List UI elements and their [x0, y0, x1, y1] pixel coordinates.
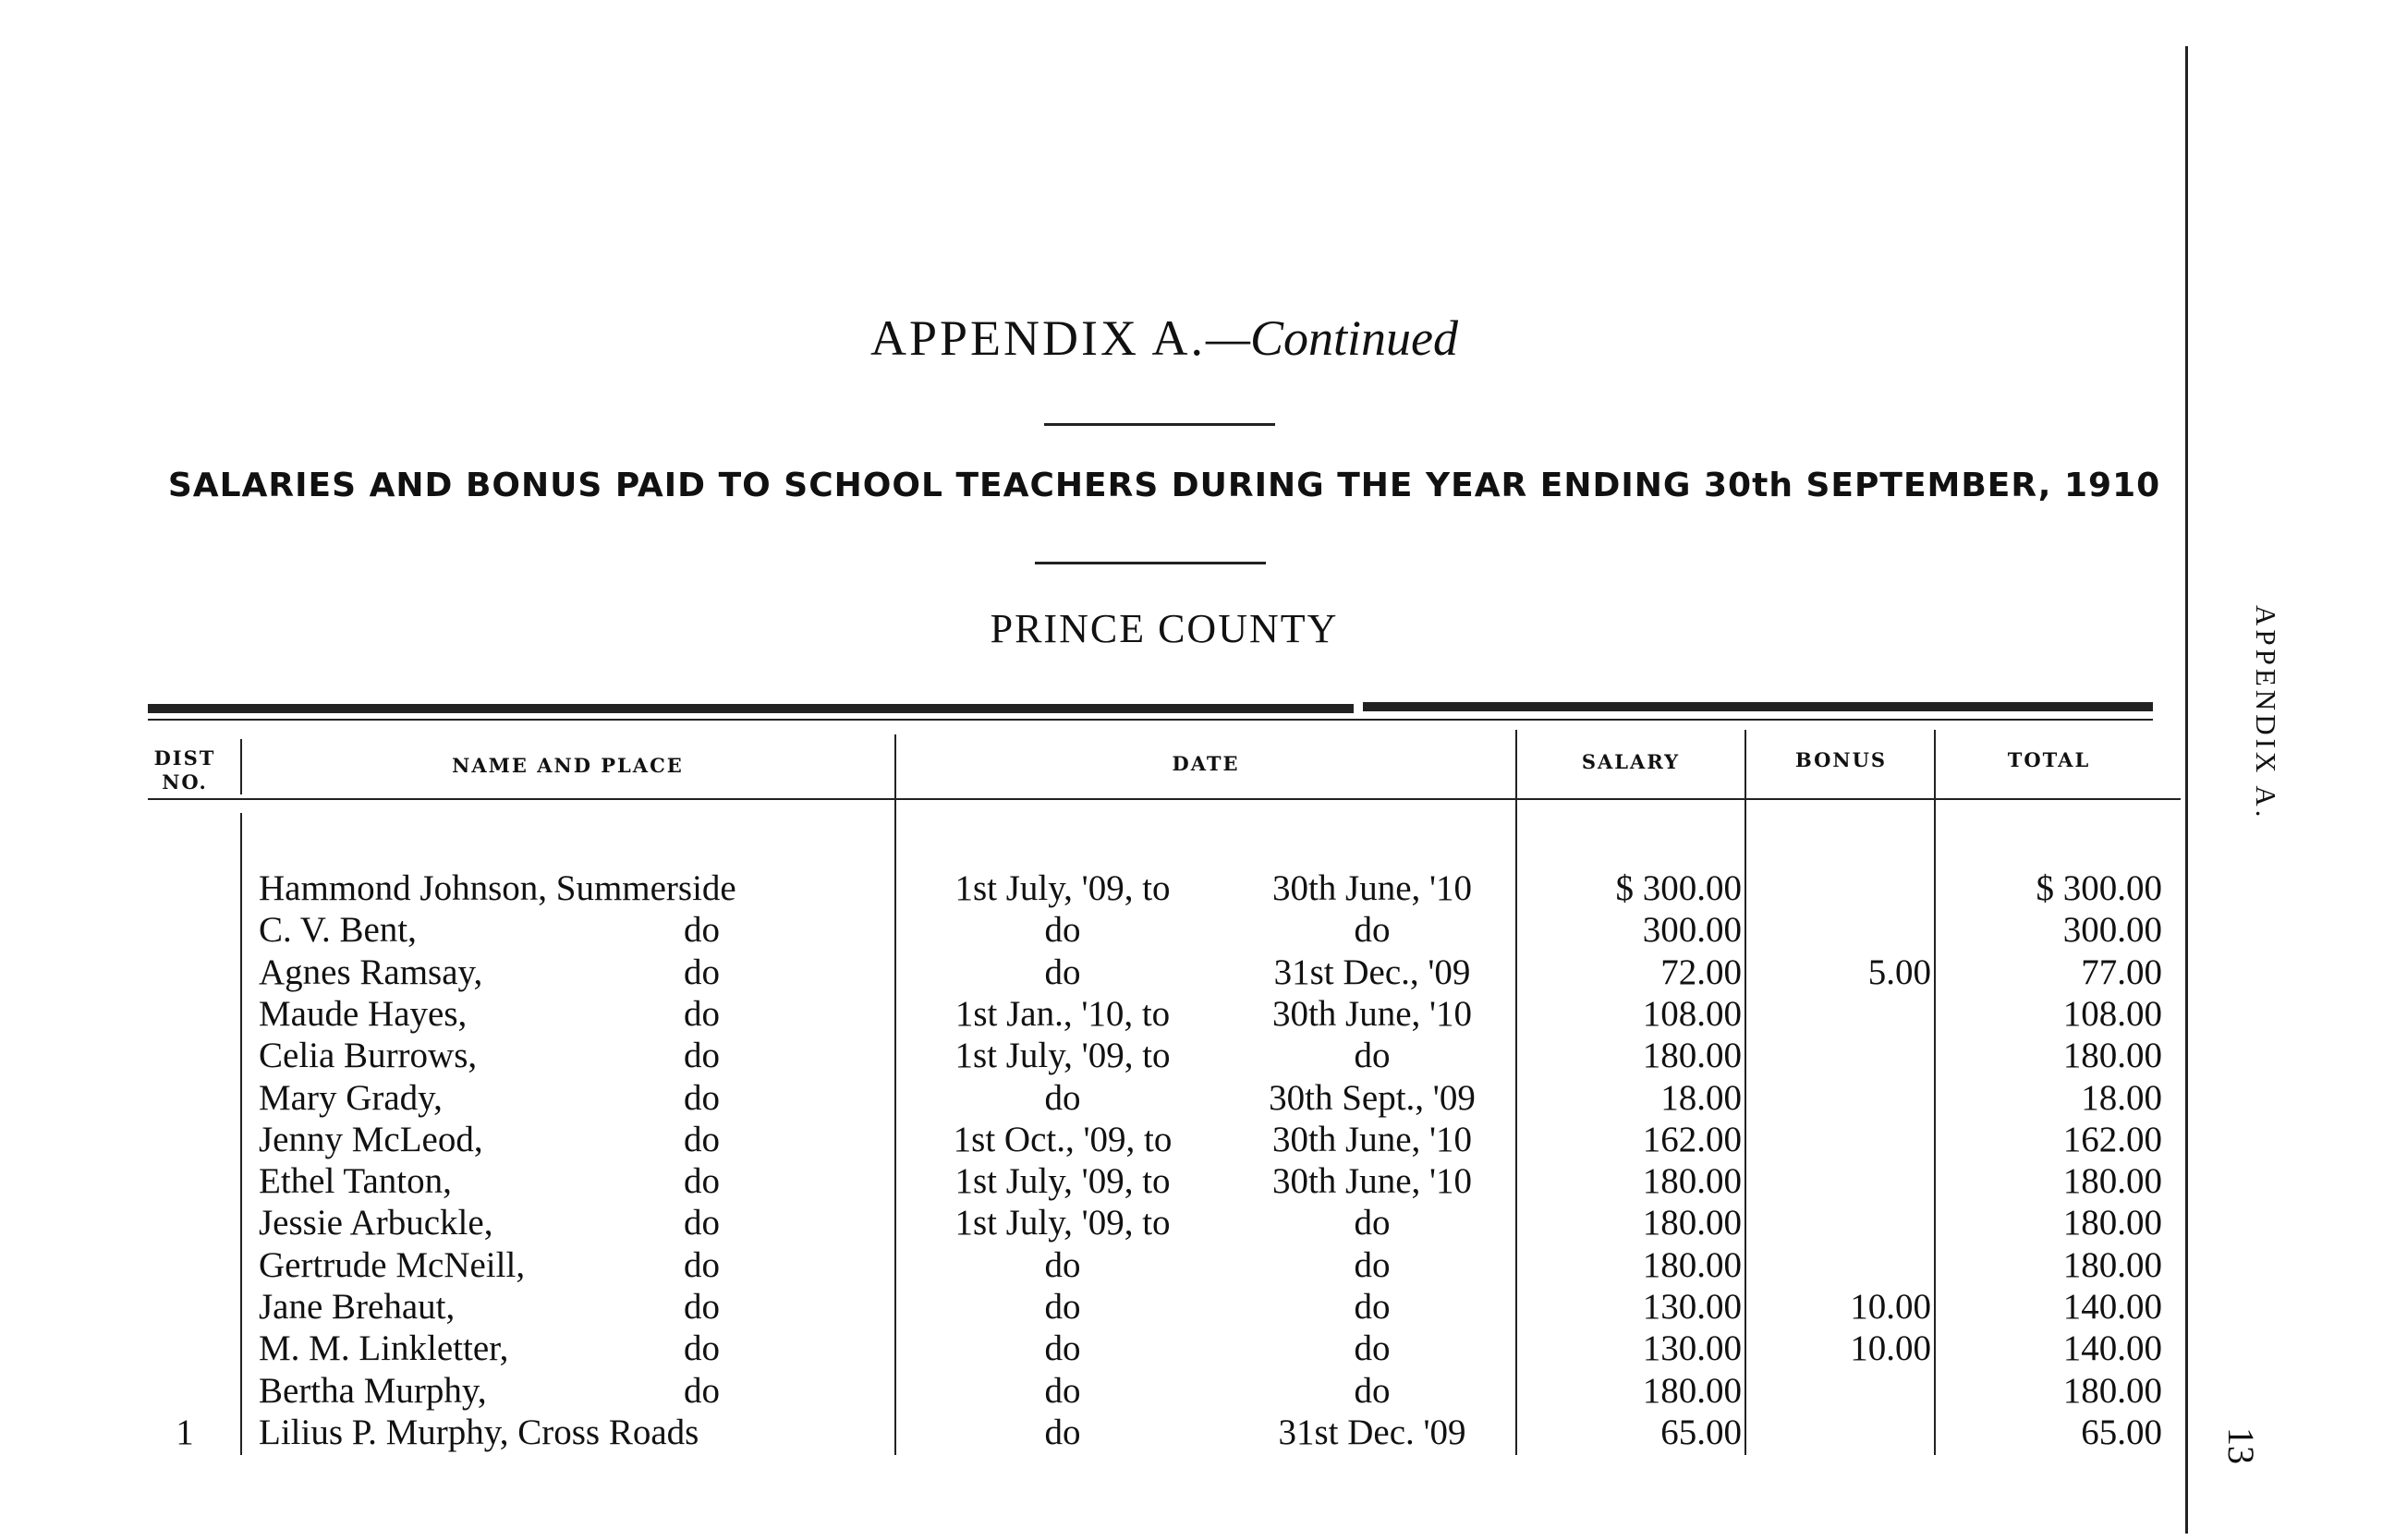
title-continued: —Continued — [1206, 310, 1459, 366]
cell-total: 180.00 — [2062, 1203, 2162, 1243]
cell-total: 18.00 — [2081, 1077, 2162, 1118]
cell-salary: $ 300.00 — [1615, 868, 1742, 908]
cell-salary: 130.00 — [1642, 1287, 1742, 1327]
cell-total: 180.00 — [2062, 1370, 2162, 1411]
cell-place: do — [684, 993, 720, 1034]
cell-name: Gertrude McNeill, — [259, 1244, 526, 1285]
col-sep-bonus — [1934, 730, 1936, 1455]
cell-date-from: do — [1044, 1370, 1081, 1411]
cell-name: Jessie Arbuckle, — [259, 1203, 493, 1243]
cell-place: do — [684, 1161, 720, 1202]
cell-bonus: 10.00 — [1850, 1287, 1931, 1327]
cell-total: 108.00 — [2062, 993, 2162, 1034]
cell-date-from: do — [1044, 1244, 1081, 1285]
col-sep-dist-body — [240, 813, 242, 1455]
page-title — [0, 309, 2328, 367]
header-bottom-rule — [148, 798, 2181, 800]
header-dist-no — [148, 746, 222, 794]
cell-place: do — [684, 1036, 720, 1076]
cell-dist: 1 — [176, 1412, 194, 1452]
cell-date-from: 1st Oct., '09, to — [953, 1119, 1173, 1159]
cell-total: 65.00 — [2081, 1412, 2162, 1452]
cell-place: do — [684, 910, 720, 951]
header-date: DATE — [1172, 752, 1240, 775]
cell-name: M. M. Linkletter, — [259, 1328, 509, 1369]
cell-name: Bertha Murphy, — [259, 1370, 487, 1411]
cell-salary: 108.00 — [1642, 993, 1742, 1034]
cell-total: 77.00 — [2081, 952, 2162, 992]
cell-date-to: 30th Sept., '09 — [1269, 1077, 1476, 1118]
cell-salary: 180.00 — [1642, 1244, 1742, 1285]
cell-place: do — [684, 1328, 720, 1369]
cell-date-from: 1st July, '09, to — [954, 1161, 1171, 1202]
cell-salary: 300.00 — [1642, 910, 1742, 951]
header-total: TOTAL — [2007, 748, 2091, 771]
cell-salary: 72.00 — [1660, 952, 1742, 992]
cell-date-to: do — [1354, 1370, 1391, 1411]
cell-salary: 180.00 — [1642, 1203, 1742, 1243]
cell-date-to: do — [1354, 1036, 1391, 1076]
cell-place: do — [684, 1119, 720, 1159]
table-top-thin-rule — [148, 719, 2153, 721]
cell-total: $ 300.00 — [2036, 868, 2162, 908]
cell-place: do — [684, 1370, 720, 1411]
cell-name: Jane Brehaut, — [259, 1287, 456, 1327]
cell-date-to: 30th June, '10 — [1271, 868, 1473, 908]
cell-date-to: 30th June, '10 — [1271, 993, 1473, 1034]
cell-salary: 162.00 — [1642, 1119, 1742, 1159]
cell-date-to: do — [1354, 1244, 1391, 1285]
cell-place: do — [684, 1287, 720, 1327]
cell-place: do — [684, 1077, 720, 1118]
cell-name: C. V. Bent, — [259, 910, 417, 951]
table-subtitle: SALARIES AND BONUS PAID TO SCHOOL TEACHERS DURING THE YEAR ENDING 30th SEPTEMBER, 1910 — [167, 467, 2161, 504]
cell-total: 162.00 — [2062, 1119, 2162, 1159]
cell-date-from: do — [1044, 1287, 1081, 1327]
cell-salary: 180.00 — [1642, 1036, 1742, 1076]
cell-salary: 130.00 — [1642, 1328, 1742, 1369]
table-top-rule-right — [1363, 702, 2153, 711]
col-sep-date — [1515, 730, 1517, 1455]
cell-salary: 65.00 — [1660, 1412, 1742, 1452]
subtitle-divider — [1035, 562, 1266, 564]
cell-date-from: 1st Jan., '10, to — [954, 993, 1171, 1034]
cell-place: do — [684, 1244, 720, 1285]
cell-date-to: do — [1354, 1203, 1391, 1243]
cell-place: do — [684, 952, 720, 992]
cell-name: Maude Hayes, — [259, 993, 468, 1034]
cell-date-from: 1st July, '09, to — [954, 868, 1171, 908]
col-sep-dist — [240, 739, 242, 794]
cell-date-to: do — [1354, 1328, 1391, 1369]
cell-total: 140.00 — [2062, 1328, 2162, 1369]
cell-date-from: do — [1044, 952, 1081, 992]
cell-date-from: do — [1044, 910, 1081, 951]
page-number: 13 — [2220, 1427, 2262, 1464]
cell-date-from: 1st July, '09, to — [954, 1203, 1171, 1243]
cell-name: Jenny McLeod, — [259, 1119, 483, 1159]
cell-total: 180.00 — [2062, 1244, 2162, 1285]
side-label: APPENDIX A. — [2250, 605, 2282, 821]
cell-name: Lilius P. Murphy, Cross Roads — [259, 1412, 699, 1452]
cell-date-to: 31st Dec., '09 — [1273, 952, 1471, 992]
cell-name: Mary Grady, — [259, 1077, 443, 1118]
header-salary: SALARY — [1581, 750, 1681, 773]
cell-place: do — [684, 1203, 720, 1243]
cell-date-to: do — [1354, 910, 1391, 951]
county-heading: PRINCE COUNTY — [990, 606, 1339, 651]
cell-salary: 180.00 — [1642, 1370, 1742, 1411]
cell-total: 180.00 — [2062, 1036, 2162, 1076]
cell-name: Agnes Ramsay, — [259, 952, 483, 992]
header-bonus: BONUS — [1794, 748, 1888, 771]
cell-date-to: 31st Dec. '09 — [1278, 1412, 1466, 1452]
col-sep-salary — [1744, 730, 1746, 1455]
cell-salary: 18.00 — [1660, 1077, 1742, 1118]
cell-date-from: do — [1044, 1412, 1081, 1452]
table-top-rule-left — [148, 704, 1354, 713]
cell-date-to: 30th June, '10 — [1271, 1161, 1473, 1202]
cell-name: Hammond Johnson, Summerside — [259, 868, 736, 908]
cell-date-from: do — [1044, 1328, 1081, 1369]
header-no: NO. — [162, 770, 208, 794]
cell-total: 180.00 — [2062, 1161, 2162, 1202]
cell-date-from: do — [1044, 1077, 1081, 1118]
cell-name: Celia Burrows, — [259, 1036, 478, 1076]
cell-date-to: 30th June, '10 — [1271, 1119, 1473, 1159]
cell-date-from: 1st July, '09, to — [954, 1036, 1171, 1076]
cell-name: Ethel Tanton, — [259, 1161, 452, 1202]
page-right-border — [2185, 46, 2188, 1534]
cell-total: 300.00 — [2062, 910, 2162, 951]
cell-salary: 180.00 — [1642, 1161, 1742, 1202]
cell-date-to: do — [1354, 1287, 1391, 1327]
header-dist: DIST — [153, 746, 216, 770]
title-divider — [1044, 423, 1275, 426]
header-name-and-place: NAME AND PLACE — [452, 754, 684, 777]
cell-total: 140.00 — [2062, 1287, 2162, 1327]
cell-bonus: 10.00 — [1850, 1328, 1931, 1369]
cell-bonus: 5.00 — [1867, 952, 1931, 992]
title-main: APPENDIX A. — [869, 310, 1207, 366]
